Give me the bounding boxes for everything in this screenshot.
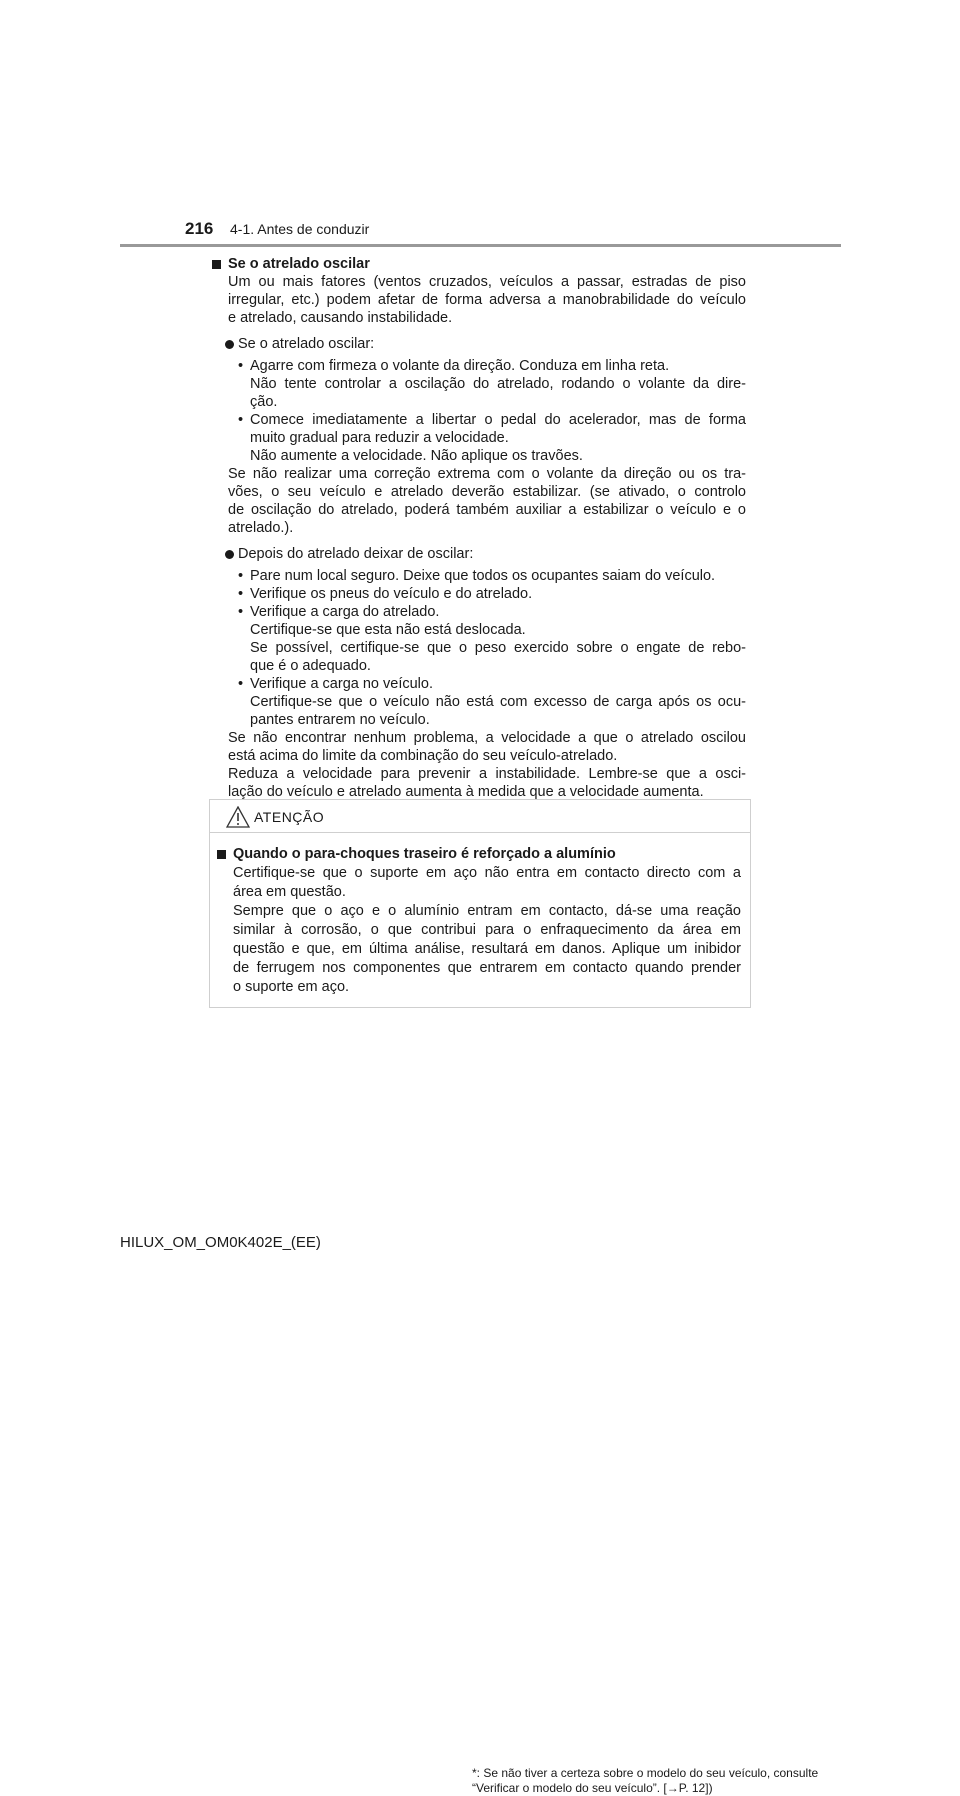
body-line: vões, o seu veículo e atrelado deverão estabilizar. (se ativado, o controlo	[228, 484, 746, 500]
page-number: 216	[185, 219, 214, 238]
warning-heading: Quando o para-choques traseiro é reforçado a alumínio	[216, 845, 741, 864]
warning-line: similar à corrosão, o que contribui para o enfraquecimento da área em	[233, 922, 741, 938]
body-line: lação do veículo e atrelado aumenta à medida que a velocidade aumenta.	[228, 784, 704, 800]
list-item: • Pare num local seguro. Deixe que todos os ocupantes saiam do veículo.	[238, 568, 716, 584]
body-line: Se não realizar uma correção extrema com o volante da direção ou os tra-	[228, 466, 746, 482]
heading-text: Se o atrelado oscilar	[228, 256, 370, 272]
intro-line: e atrelado, causando instabilidade.	[228, 310, 453, 326]
bullet-dot-icon: •	[238, 676, 244, 692]
case-title-text: Depois do atrelado deixar de oscilar:	[238, 546, 474, 562]
square-bullet-icon	[212, 260, 221, 269]
warning-triangle-icon	[226, 806, 250, 828]
list-item-continuation: Certifique-se que o veículo não está com excesso de carga após os ocu-	[250, 694, 746, 710]
section-title: 4-1. Antes de conduzir	[230, 221, 370, 237]
list-item-continuation: pantes entrarem no veículo.	[250, 712, 430, 728]
circle-bullet-icon	[225, 550, 234, 559]
case-title-text: Se o atrelado oscilar:	[238, 336, 375, 352]
warning-content	[216, 845, 741, 997]
square-bullet-icon	[217, 850, 226, 859]
list-item-continuation: que é o adequado.	[250, 658, 371, 674]
list-item-continuation: muito gradual para reduzir a velocidade.	[250, 430, 509, 446]
list-item: • Agarre com firmeza o volante da direção. Conduza em linha reta.	[238, 358, 670, 374]
warning-line: Sempre que o aço e o alumínio entram em contacto, dá-se uma reação	[233, 903, 741, 919]
bullet-dot-icon: •	[238, 586, 244, 602]
list-item-continuation: Não tente controlar a oscilação do atrelado, rodando o volante da dire-	[250, 376, 746, 392]
list-item: • Verifique a carga no veículo.	[238, 676, 433, 692]
main-content	[211, 255, 746, 801]
body-line: está acima do limite da combinação do seu veículo-atrelado.	[228, 748, 618, 764]
list-item-continuation: Se possível, certifique-se que o peso exercido sobre o engate de rebo-	[250, 640, 746, 656]
bullet-dot-icon: •	[238, 604, 244, 620]
body-line: atrelado.).	[228, 520, 294, 536]
warning-line: o suporte em aço.	[233, 979, 350, 995]
list-item-continuation: Certifique-se que esta não está deslocada.	[250, 622, 526, 638]
warning-line: Certifique-se que o suporte em aço não entra em contacto directo com a	[233, 865, 741, 881]
body-line: de oscilação do atrelado, poderá também auxiliar a estabilizar o veículo e o	[228, 502, 746, 518]
list-item: • Verifique os pneus do veículo e do atrelado.	[238, 586, 533, 602]
list-item: • Verifique a carga do atrelado.	[238, 604, 440, 620]
body-line: Se não encontrar nenhum problema, a velocidade a que o atrelado oscilou	[228, 730, 746, 746]
case-title	[225, 545, 746, 563]
intro-line: irregular, etc.) podem afetar de forma adversa a manobrabilidade do veículo	[228, 292, 746, 308]
section-heading	[211, 255, 746, 273]
document-id: HILUX_OM_OM0K402E_(EE)	[120, 1234, 321, 1251]
warning-line: de ferrugem nos componentes que entrarem em contacto quando prender	[233, 960, 741, 976]
list-item: • Comece imediatamente a libertar o pedal do acelerador, mas de forma	[238, 412, 746, 428]
footnote-line: *: Se não tiver a certeza sobre o modelo do seu veículo, consulte	[472, 1766, 819, 1780]
warning-line: questão e que, em última análise, resultará em danos. Aplique um inibidor	[233, 941, 741, 957]
footnote-line: “Verificar o modelo do seu veículo”. [→P. 12])	[472, 1781, 713, 1795]
bullet-dot-icon: •	[238, 568, 244, 584]
bullet-dot-icon: •	[238, 358, 244, 374]
body-line: Reduza a velocidade para prevenir a instabilidade. Lembre-se que a osci-	[228, 766, 746, 782]
list-item-continuation: Não aumente a velocidade. Não aplique os travões.	[250, 448, 583, 464]
warning-title: ATENÇÃO	[254, 809, 325, 825]
intro-line: Um ou mais fatores (ventos cruzados, veículos a passar, estradas de piso	[228, 274, 746, 290]
case-title	[225, 335, 746, 353]
list-item-continuation: ção.	[250, 394, 278, 410]
header-divider	[120, 244, 841, 247]
warning-line: área em questão.	[233, 884, 346, 900]
circle-bullet-icon	[225, 340, 234, 349]
warning-header	[210, 800, 750, 833]
bullet-dot-icon: •	[238, 412, 244, 428]
footnote	[472, 1766, 952, 1796]
